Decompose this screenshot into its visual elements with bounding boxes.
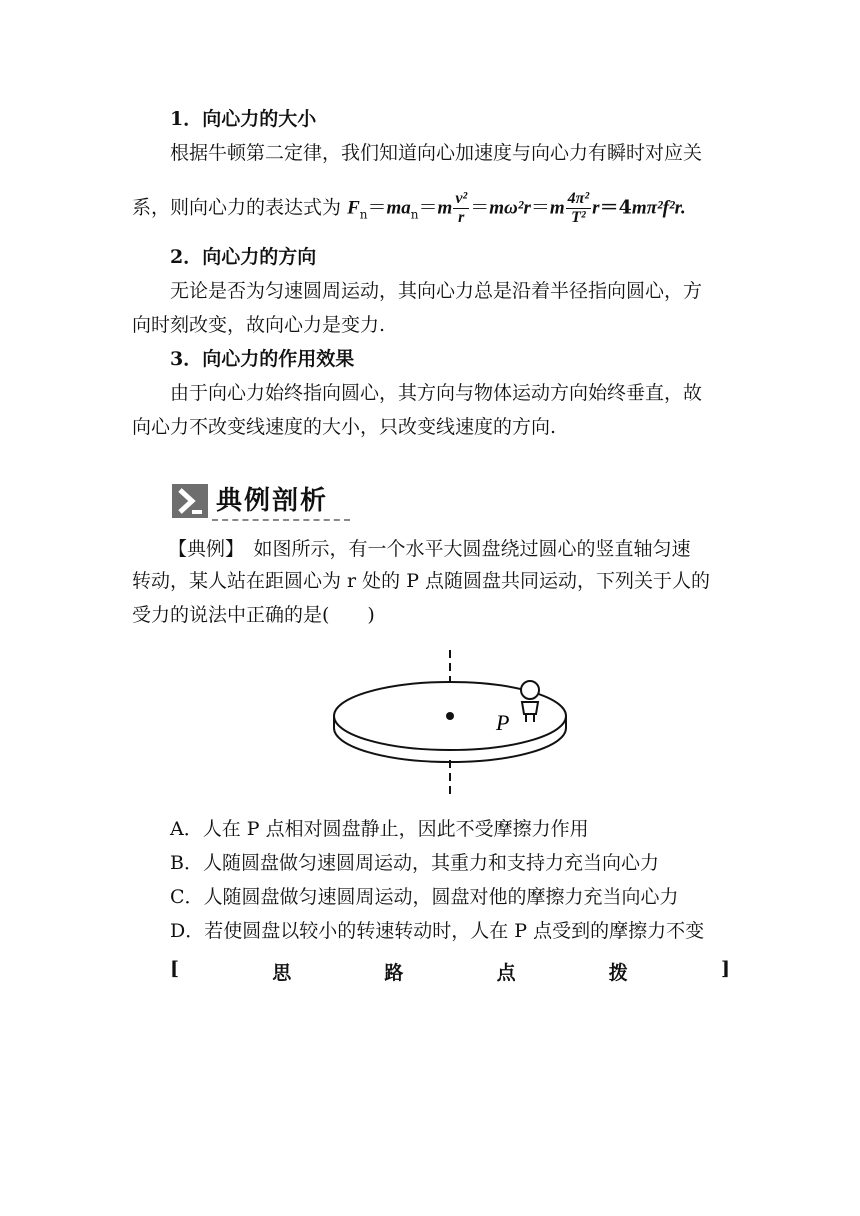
- formula-sub-n2: n: [410, 207, 419, 222]
- formula-mw2r: mω²r: [489, 197, 531, 219]
- section-2-line-2: 向时刻改变，故向心力是变力.: [132, 314, 386, 336]
- section-2-heading: 2．向心力的方向: [170, 246, 317, 268]
- arrow-icon: [172, 484, 208, 518]
- hint-char-4: 拨: [608, 962, 628, 984]
- person-head: [521, 681, 539, 699]
- option-b: B．人随圆盘做匀速圆周运动，其重力和支持力充当向心力: [170, 852, 659, 874]
- section-1-paragraph-line-1: 根据牛顿第二定律，我们知道向心加速度与向心力有瞬时对应关: [170, 142, 703, 164]
- fraction-denominator: r: [458, 209, 465, 226]
- hint-char-3: 点: [496, 962, 516, 984]
- option-a: A．人在 P 点相对圆盘静止，因此不受摩擦力作用: [170, 818, 589, 840]
- formula-eq5: ＝4: [599, 196, 632, 219]
- example-line-3: 受力的说法中正确的是( ): [132, 604, 375, 626]
- example-analysis-banner: [172, 484, 350, 522]
- banner-underline: [212, 519, 350, 521]
- hint-bracket-open: [: [170, 958, 179, 980]
- formula-F: F: [347, 197, 360, 219]
- example-line-1: 【典例】 如图所示，有一个水平大圆盘绕过圆心的竖直轴匀速: [168, 538, 691, 560]
- rotating-disk-figure: [330, 650, 570, 804]
- option-d: D．若使圆盘以较小的转速转动时，人在 P 点受到的摩擦力不变: [170, 920, 705, 942]
- formula-ma: ma: [386, 197, 411, 219]
- fraction-denominator: T²: [571, 209, 586, 226]
- fraction-4pi2-over-T2: [566, 190, 592, 227]
- hint-bracket-close: ]: [721, 958, 730, 980]
- center-dot: [446, 712, 454, 720]
- fraction-numerator: 4π²: [567, 190, 590, 207]
- formula-tail: mπ²f²r.: [631, 197, 686, 219]
- section-1-paragraph-line-2: 系，则向心力的表达式为: [132, 196, 342, 219]
- section-1-heading: 1．向心力的大小: [170, 108, 317, 130]
- hint-heading: [170, 958, 730, 985]
- fraction-v2-over-r: [453, 190, 469, 227]
- section-3-line-1: 由于向心力始终指向圆心，其方向与物体运动方向始终垂直，故: [170, 382, 703, 404]
- section-2-line-1: 无论是否为匀速圆周运动，其向心力总是沿着半径指向圆心，方: [170, 280, 703, 302]
- section-3-heading: 3．向心力的作用效果: [170, 348, 355, 370]
- hint-char-2: 路: [384, 962, 404, 984]
- formula-sub-n: n: [359, 207, 368, 222]
- formula-m2: m: [549, 197, 565, 219]
- fraction-numerator: v²: [455, 190, 468, 207]
- formula-eq2: ＝: [418, 196, 438, 219]
- formula-eq1: ＝: [367, 196, 387, 219]
- formula-eq4: ＝: [530, 196, 550, 219]
- person-body: [522, 702, 538, 714]
- formula-r: r: [592, 197, 600, 219]
- formula-eq3: ＝: [470, 196, 490, 219]
- option-c: C．人随圆盘做匀速圆周运动，圆盘对他的摩擦力充当向心力: [170, 886, 679, 908]
- formula-line: [132, 186, 730, 226]
- section-3-line-2: 向心力不改变线速度的大小，只改变线速度的方向.: [132, 416, 557, 438]
- example-line-2: 转动，某人站在距圆心为 r 处的 P 点随圆盘共同运动，下列关于人的: [132, 570, 711, 592]
- formula-m1: m: [437, 197, 453, 219]
- banner-title: 典例剖析: [216, 486, 329, 516]
- point-p-label: P: [496, 710, 510, 735]
- hint-char-1: 思: [272, 962, 292, 984]
